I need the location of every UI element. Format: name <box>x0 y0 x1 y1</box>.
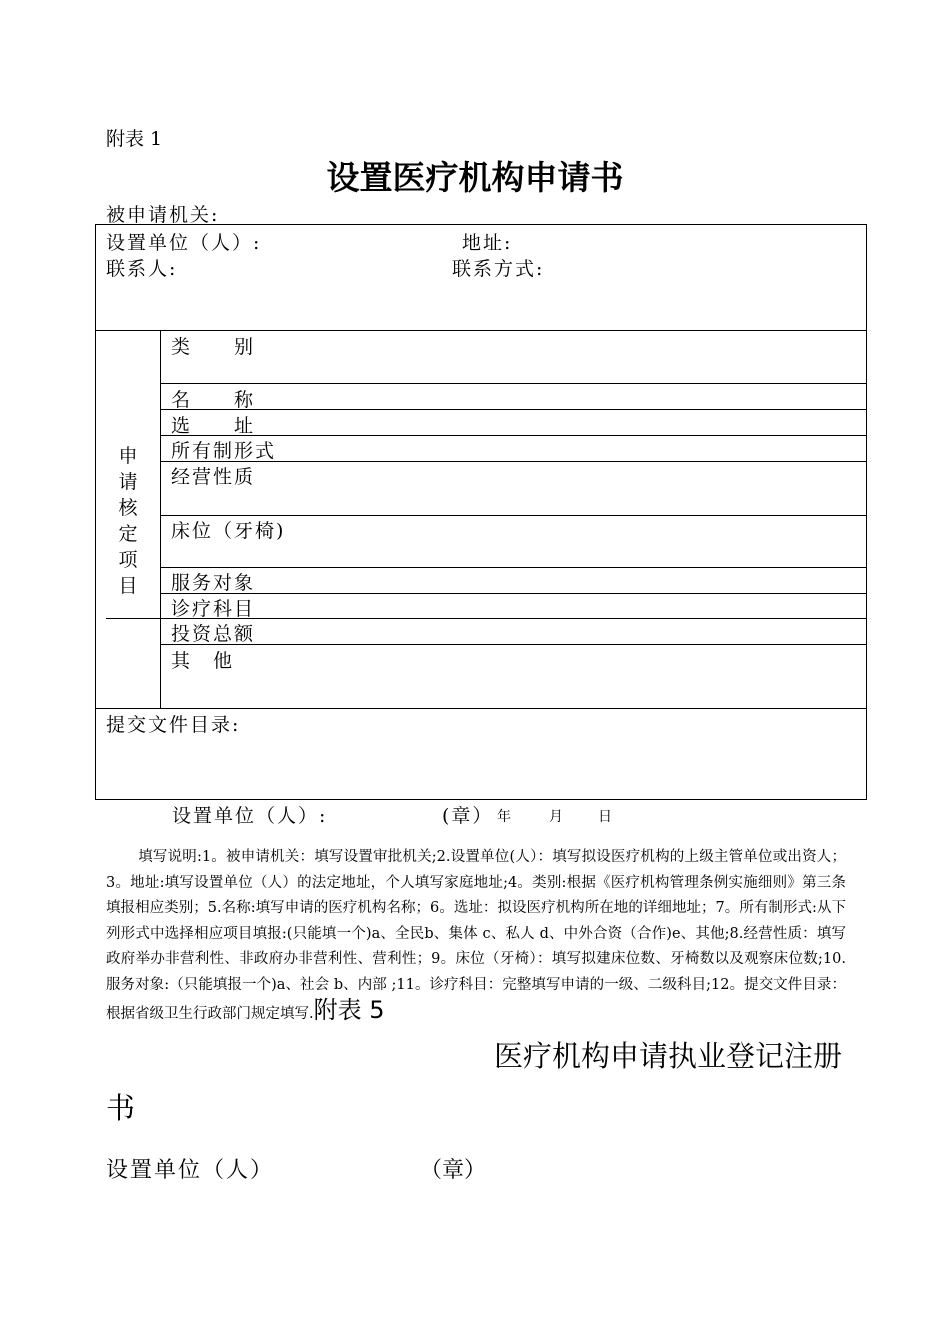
item-name: 名 称 <box>171 389 256 411</box>
bottom-setup-unit: 设置单位（人） <box>106 1158 275 1183</box>
item-ownership: 所有制形式 <box>171 440 277 462</box>
item-category: 类 别 <box>171 336 256 358</box>
signature-seal: (章） <box>442 805 494 827</box>
reviewer-label: 被申请机关: <box>106 204 220 226</box>
signature-year: 年 <box>497 809 513 825</box>
signature-month: 月 <box>549 809 565 825</box>
setup-unit-label: 设置单位（人）: <box>106 232 262 254</box>
item-other: 其 他 <box>171 650 235 672</box>
documents-label: 提交文件目录: <box>106 714 241 736</box>
header-divider <box>96 330 866 331</box>
fill-instructions <box>106 845 846 1028</box>
form-title: 设置医疗机构申请书 <box>326 158 624 197</box>
item-total-investment: 投资总额 <box>171 623 256 645</box>
register-title: 医疗机构申请执业登记注册书 <box>106 1039 843 1125</box>
documents-divider <box>96 708 866 709</box>
application-form-table <box>95 224 867 800</box>
row-divider <box>160 593 866 594</box>
annex5-label: 附表 5 <box>313 996 385 1024</box>
signature-day: 日 <box>598 809 614 825</box>
fill-instructions-text: 填写说明:1。被申请机关：填写设置审批机关;2.设置单位(人）：填写拟设医疗机构的上级主管单位或出资人；3。地址:填写设置单位（人）的法定地址，个人填写家庭地址;4。类别:根据《医疗机构管理条例实施细则》第三条填报相应类别；5.名称:填写申请的医疗机构名称；6。选址：拟设医疗机构所在地的详细地址；7。所有制形式:从下列形式中选择相应项目填报:(只能填一个)a、全民b、集体 c、私人 d、中外合资（合作)e、其他;8.经营性质：填写政府举办非营利性、非政府办非营利性、营利性；9。床位（牙椅）：填写拟建床位数、牙椅数以及观察床位数;10.服务对象:（只能填报一个)a、社会 b、内部 ;11。诊疗科目：完整填写申请的一级、二级科目;12。提交文件目录：根据省级卫生行政部门规定填写. <box>106 849 846 1022</box>
address-label: 地址: <box>462 232 513 254</box>
item-site: 选 址 <box>171 415 256 437</box>
section-label-vertical: 申 请 核 定 项 目 <box>118 445 138 597</box>
item-business-nature: 经营性质 <box>171 466 256 488</box>
contact-method-label: 联系方式: <box>452 258 545 280</box>
row-divider <box>160 409 866 410</box>
row-divider <box>160 567 866 568</box>
item-departments: 诊疗科目 <box>171 598 256 620</box>
section-divider <box>160 330 161 708</box>
row-divider <box>160 383 866 384</box>
item-beds: 床位（牙椅) <box>171 520 286 542</box>
annex-label: 附表 1 <box>106 128 163 150</box>
row-divider <box>160 644 866 645</box>
bottom-seal: （章） <box>420 1158 487 1183</box>
signature-setup-unit: 设置单位（人）: <box>172 805 328 827</box>
item-service-targets: 服务对象 <box>171 572 256 594</box>
contact-person-label: 联系人: <box>106 258 178 280</box>
